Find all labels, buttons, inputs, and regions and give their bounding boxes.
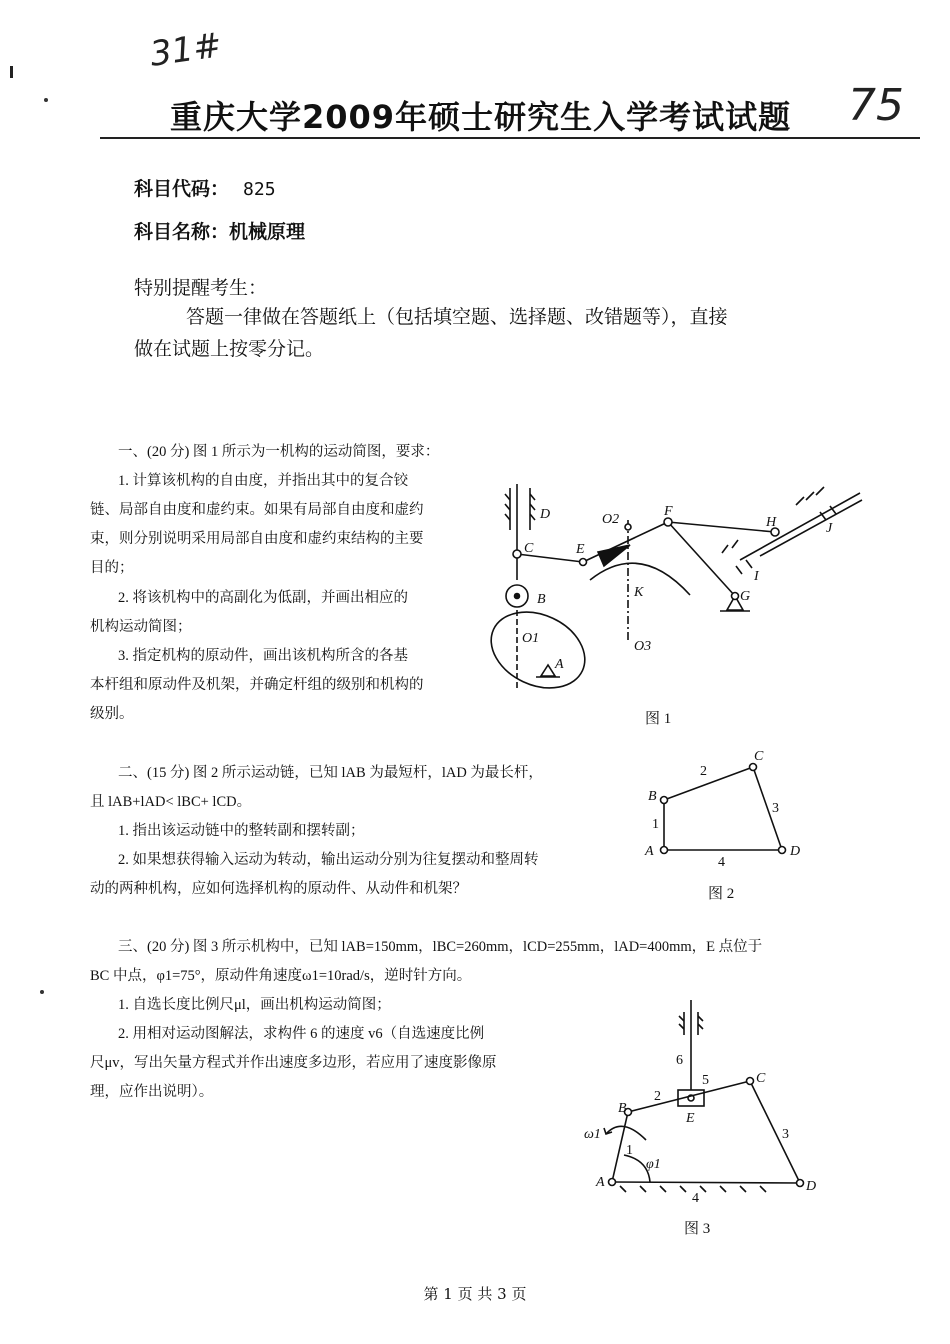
figure-1-caption: 图 1: [645, 711, 672, 727]
q1-line: 链、局部自由度和虚约束。如果有局部自由度和虚约: [90, 502, 424, 518]
q3-line: 尺μv，写出矢量方程式并作出速度多边形，若应用了速度影像原: [90, 1055, 497, 1071]
figure-2-linkage: [640, 745, 810, 870]
handwritten-score: 75: [848, 80, 904, 131]
q2-line: 2. 如果想获得输入运动为转动，输出运动分别为往复摆动和整周转: [118, 852, 539, 868]
figure-3-caption: 图 3: [684, 1221, 711, 1237]
handwritten-number: 31#: [147, 25, 225, 75]
q1-line: 1. 计算该机构的自由度，并指出其中的复合铰: [118, 473, 408, 489]
fig2-label: D: [790, 844, 801, 859]
notice-line-2: 做在试题上按零分记。: [134, 338, 325, 360]
fig1-label: O3: [634, 639, 652, 654]
fig1-label: I: [754, 569, 759, 584]
subject-code-row: [134, 174, 276, 201]
scan-speck: [10, 66, 13, 78]
fig1-label: H: [766, 515, 777, 530]
q3-line: 理，应作出说明）。: [90, 1084, 214, 1100]
fig3-label: 3: [782, 1127, 789, 1142]
scan-speck: [44, 98, 48, 102]
fig3-label: E: [686, 1111, 695, 1126]
fig1-label: A: [555, 657, 564, 672]
figure-3-mechanism: [575, 995, 835, 1205]
subject-name-label: 科目名称：: [134, 221, 230, 243]
q1-line: 机构运动简图；: [90, 619, 192, 635]
fig3-label: D: [806, 1179, 817, 1194]
subject-name-row: [134, 217, 305, 244]
title-underline: [100, 137, 920, 139]
subject-name-value: 机械原理: [229, 221, 306, 243]
q3-line: 1. 自选长度比例尺μl，画出机构运动简图；: [118, 997, 391, 1013]
figure-2-caption: 图 2: [708, 886, 735, 902]
subject-code-value: 825: [243, 179, 276, 200]
page-footer: 第 1 页 共 3 页: [423, 1285, 527, 1303]
fig1-label: D: [540, 507, 551, 522]
scan-speck: [40, 990, 44, 994]
fig1-label: G: [740, 589, 751, 604]
fig2-label: 4: [718, 855, 725, 870]
fig2-label: 1: [652, 817, 659, 832]
q2-line: 二、(15 分) 图 2 所示运动链，已知 lAB 为最短杆，lAD 为最长杆，: [118, 765, 543, 781]
figure-1-labels: [522, 504, 833, 672]
fig2-label: 2: [700, 764, 707, 779]
fig3-label: A: [596, 1175, 605, 1190]
fig3-label: 2: [654, 1089, 661, 1104]
fig1-label: O1: [522, 631, 540, 646]
q1-line: 本杆组和原动件及机架，并确定杆组的级别和机构的: [90, 677, 424, 693]
q1-line: 3. 指定机构的原动件，画出该机构所含的各基: [118, 648, 408, 664]
q1-line: 2. 将该机构中的高副化为低副，并画出相应的: [118, 590, 408, 606]
q3-line: BC 中点，φ1=75°，原动件角速度ω1=10rad/s，逆时针方向。: [90, 968, 472, 984]
fig3-label: C: [756, 1071, 766, 1086]
q1-line: 一、(20 分) 图 1 所示为一机构的运动简图，要求：: [118, 444, 440, 460]
fig1-label: F: [664, 504, 673, 519]
q2-line: 且 lAB+lAD< lBC+ lCD。: [90, 794, 252, 810]
fig3-label: 6: [676, 1053, 683, 1068]
fig2-label: C: [754, 749, 764, 764]
fig3-label: φ1: [646, 1157, 661, 1172]
fig1-label: C: [524, 541, 534, 556]
subject-code-label: 科目代码：: [134, 178, 230, 200]
fig2-label: A: [645, 844, 654, 859]
q2-line: 1. 指出该运动链中的整转副和摆转副；: [118, 823, 365, 839]
q1-line: 目的；: [90, 560, 134, 576]
fig1-label: O2: [602, 512, 620, 527]
fig3-label: 4: [692, 1191, 699, 1205]
fig1-label: K: [634, 585, 644, 600]
q1-line: 级别。: [90, 706, 134, 722]
q3-line: 三、(20 分) 图 3 所示机构中，已知 lAB=150mm，lBC=260mm，lCD=255mm，lAD=400mm，E 点位于: [118, 939, 763, 955]
fig3-label: B: [618, 1101, 627, 1116]
fig1-label: J: [826, 521, 833, 536]
fig3-label: 1: [626, 1143, 633, 1158]
fig3-label: ω1: [584, 1127, 601, 1142]
fig1-label: E: [576, 542, 585, 557]
notice-heading: 特别提醒考生：: [134, 277, 268, 299]
q3-line: 2. 用相对运动图解法，求构件 6 的速度 v6（自选速度比例: [118, 1026, 485, 1042]
fig1-label: B: [537, 592, 546, 607]
fig3-label: 5: [702, 1073, 709, 1088]
notice-line-1: 答题一律做在答题纸上（包括填空题、选择题、改错题等），直接: [186, 306, 728, 328]
exam-title: 重庆大学2009年硕士研究生入学考试试题: [170, 98, 792, 136]
figure-1-mechanism: [480, 478, 880, 700]
fig2-label: 3: [772, 801, 779, 816]
fig2-label: B: [648, 789, 657, 804]
q2-line: 动的两种机构，应如何选择机构的原动件、从动件和机架？: [90, 881, 467, 897]
q1-line: 束，则分别说明采用局部自由度和虚约束结构的主要: [90, 531, 424, 547]
